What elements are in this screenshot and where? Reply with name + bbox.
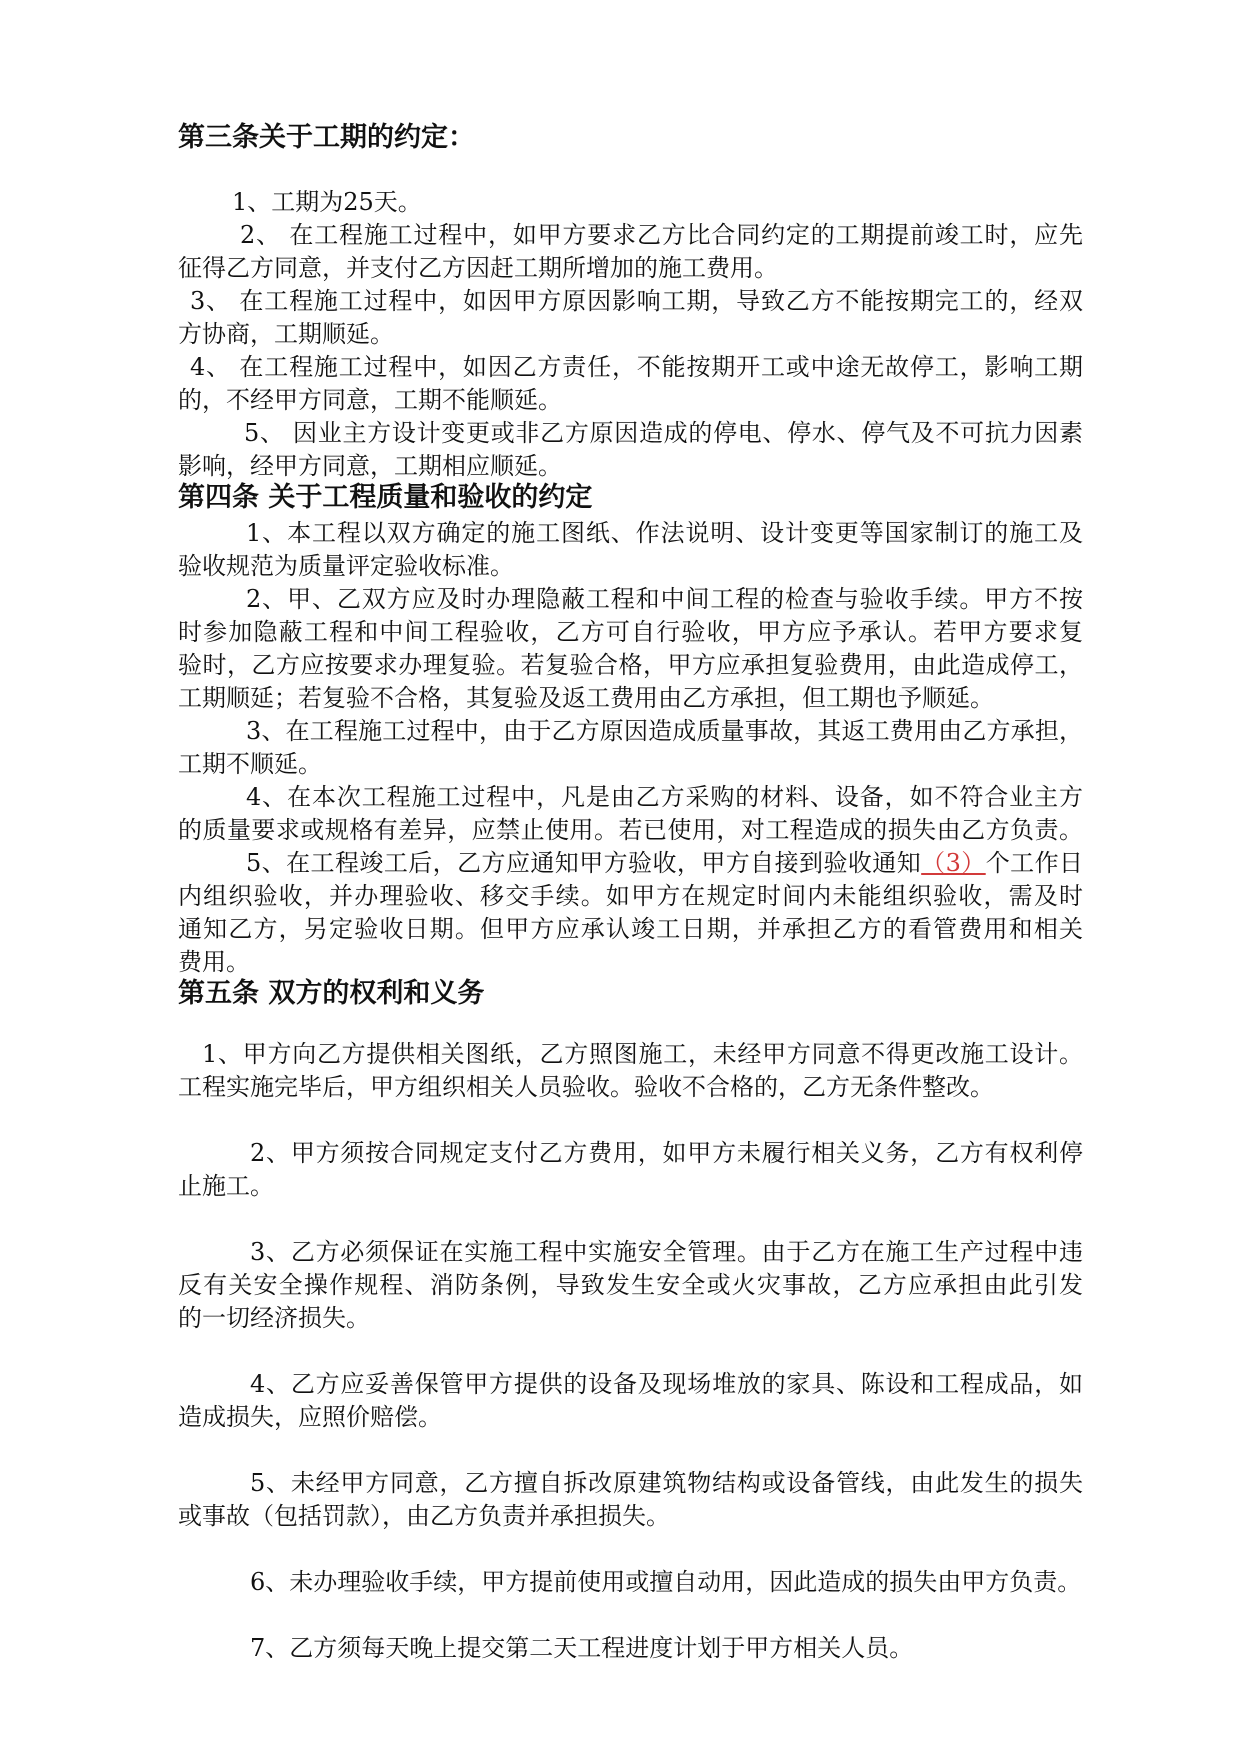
- a5-item-4-line-2: 造成损失，应照价赔偿。: [178, 1403, 442, 1431]
- article-4-heading: 第四条 关于工程质量和验收的约定: [178, 482, 593, 513]
- a5-item-2-line-2: 止施工。: [178, 1172, 274, 1200]
- article-3-heading: 第三条关于工期的约定：: [178, 122, 475, 153]
- acceptance-days-value: （3）: [921, 849, 986, 877]
- a4-item-5-text-post: 个工作日: [985, 849, 1083, 877]
- a4-item-5-line-3: 通知乙方，另定验收日期。但甲方应承认竣工日期，并承担乙方的看管费用和相关: [178, 915, 1083, 943]
- a4-item-5-line-2: 内组织验收，并办理验收、移交手续。如甲方在规定时间内未能组织验收，需及时: [178, 882, 1083, 910]
- a5-item-5-line-1: 5、未经甲方同意，乙方擅自拆改原建筑物结构或设备管线，由此发生的损失: [250, 1469, 1083, 1497]
- a3-item-1: 1、工期为25天。: [232, 188, 422, 216]
- a4-item-2-line-3: 验时，乙方应按要求办理复验。若复验合格，甲方应承担复验费用，由此造成停工，: [178, 651, 1083, 679]
- a5-item-3-line-2: 反有关安全操作规程、消防条例，导致发生安全或火灾事故，乙方应承担由此引发: [178, 1271, 1083, 1299]
- a5-item-3-line-1: 3、乙方必须保证在实施工程中实施安全管理。由于乙方在施工生产过程中违: [250, 1238, 1083, 1266]
- a4-item-4-line-2: 的质量要求或规格有差异，应禁止使用。若已使用，对工程造成的损失由乙方负责。: [178, 816, 1083, 844]
- a5-item-6: 6、未办理验收手续，甲方提前使用或擅自动用，因此造成的损失由甲方负责。: [250, 1568, 1082, 1596]
- a3-item-2-line-1: 2、 在工程施工过程中，如甲方要求乙方比合同约定的工期提前竣工时，应先: [240, 221, 1083, 249]
- a5-item-4-line-1: 4、乙方应妥善保管甲方提供的设备及现场堆放的家具、陈设和工程成品，如: [250, 1370, 1083, 1398]
- a4-item-3-line-2: 工期不顺延。: [178, 750, 322, 778]
- a5-item-3-line-3: 的一切经济损失。: [178, 1304, 370, 1332]
- a5-item-1-line-2: 工程实施完毕后，甲方组织相关人员验收。验收不合格的，乙方无条件整改。: [178, 1073, 994, 1101]
- a3-item-2-line-2: 征得乙方同意，并支付乙方因赶工期所增加的施工费用。: [178, 254, 778, 282]
- a4-item-3-line-1: 3、在工程施工过程中，由于乙方原因造成质量事故，其返工费用由乙方承担，: [246, 717, 1083, 745]
- article-5-heading: 第五条 双方的权利和义务: [178, 978, 485, 1009]
- a3-item-4-line-2: 的，不经甲方同意，工期不能顺延。: [178, 386, 562, 414]
- a3-item-3-line-1: 3、 在工程施工过程中，如因甲方原因影响工期，导致乙方不能按期完工的，经双: [190, 287, 1083, 315]
- a4-item-1-line-2: 验收规范为质量评定验收标准。: [178, 552, 514, 580]
- a4-item-1-line-1: 1、本工程以双方确定的施工图纸、作法说明、设计变更等国家制订的施工及: [246, 519, 1083, 547]
- a5-item-2-line-1: 2、甲方须按合同规定支付乙方费用，如甲方未履行相关义务，乙方有权利停: [250, 1139, 1083, 1167]
- a3-item-4-line-1: 4、 在工程施工过程中，如因乙方责任，不能按期开工或中途无故停工，影响工期: [190, 353, 1083, 381]
- a4-item-2-line-2: 时参加隐蔽工程和中间工程验收，乙方可自行验收，甲方应予承认。若甲方要求复: [178, 618, 1083, 646]
- a3-item-5-line-2: 影响，经甲方同意，工期相应顺延。: [178, 452, 562, 480]
- a5-item-1-line-1: 1、甲方向乙方提供相关图纸，乙方照图施工，未经甲方同意不得更改施工设计。: [202, 1040, 1083, 1068]
- a5-item-5-line-2: 或事故（包括罚款），由乙方负责并承担损失。: [178, 1502, 670, 1530]
- a4-item-5-text-pre: 5、在工程竣工后，乙方应通知甲方验收，甲方自接到验收通知: [246, 849, 922, 877]
- a4-item-2-line-4: 工期顺延；若复验不合格，其复验及返工费用由乙方承担，但工期也予顺延。: [178, 684, 994, 712]
- a4-item-5-line-1: [246, 847, 1083, 880]
- a4-item-2-line-1: 2、甲、乙双方应及时办理隐蔽工程和中间工程的检查与验收手续。甲方不按: [246, 585, 1083, 613]
- a3-item-3-line-2: 方协商，工期顺延。: [178, 320, 394, 348]
- a3-item-5-line-1: 5、 因业主方设计变更或非乙方原因造成的停电、停水、停气及不可抗力因素: [244, 419, 1083, 447]
- a4-item-5-line-4: 费用。: [178, 948, 250, 976]
- a4-item-4-line-1: 4、在本次工程施工过程中，凡是由乙方采购的材料、设备，如不符合业主方: [246, 783, 1083, 811]
- a5-item-7: 7、乙方须每天晚上提交第二天工程进度计划于甲方相关人员。: [250, 1634, 914, 1662]
